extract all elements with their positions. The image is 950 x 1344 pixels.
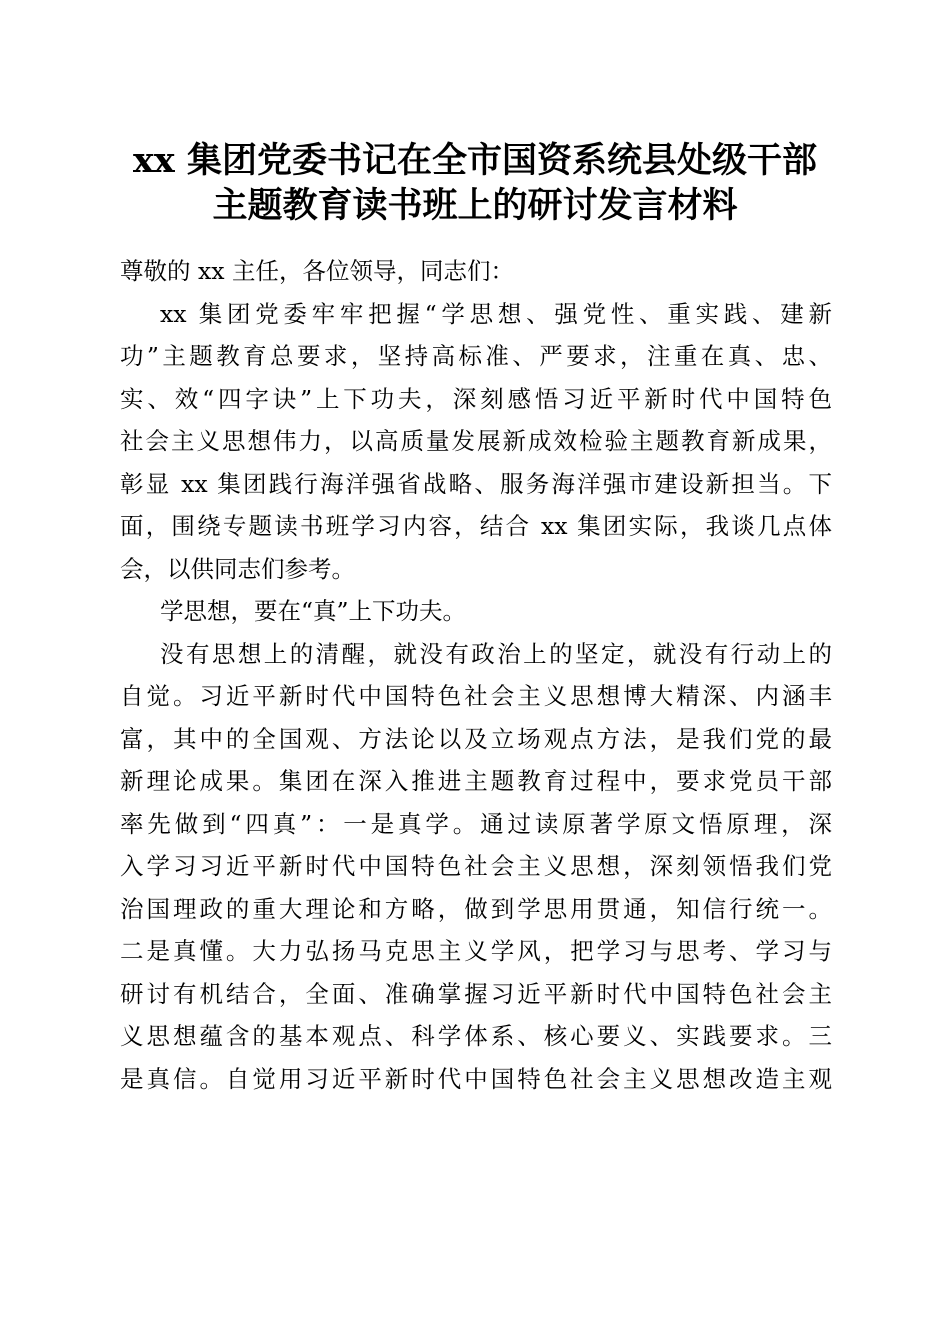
paragraph-line: 功”主题教育总要求，坚持高标准、严要求，注重在真、忠、	[120, 342, 832, 370]
title-line-1: xx 集团党委书记在全市国资系统县处级干部	[133, 140, 817, 181]
paragraph-line: 彰显 xx 集团践行海洋强省战略、服务海洋强市建设新担当。下	[120, 469, 832, 498]
paragraph-line: 社会主义思想伟力，以高质量发展新成效检验主题教育新成果，	[120, 427, 832, 455]
paragraph-line: 入学习习近平新时代中国特色社会主义思想，深刻领悟我们党	[120, 852, 832, 880]
paragraph-line: 新理论成果。集团在深入推进主题教育过程中，要求党员干部	[120, 767, 832, 795]
salutation: 尊敬的 xx 主任，各位领导，同志们：	[120, 257, 514, 285]
paragraph-line: 富，其中的全国观、方法论以及立场观点方法，是我们党的最	[120, 724, 832, 753]
paragraph-line: 会，以供同志们参考。	[120, 554, 355, 583]
paragraph-line: 实、效“四字诀”上下功夫，深刻感悟习近平新时代中国特色	[120, 384, 832, 413]
paragraph-line: xx 集团党委牢牢把握“学思想、强党性、重实践、建新	[160, 299, 832, 328]
paragraph-line: 率先做到“四真”：一是真学。通过读原著学原文悟原理，深	[120, 809, 832, 838]
document-title	[100, 138, 850, 228]
paragraph-line: 治国理政的重大理论和方略，做到学思用贯通，知信行统一。	[120, 894, 832, 923]
paragraph-line: 义思想蕴含的基本观点、科学体系、核心要义、实践要求。三	[120, 1022, 832, 1050]
paragraph-line: 研讨有机结合，全面、准确掌握习近平新时代中国特色社会主	[120, 979, 832, 1008]
title-line-2: 主题教育读书班上的研讨发言材料	[212, 185, 738, 226]
paragraph-line: 没有思想上的清醒，就没有政治上的坚定，就没有行动上的	[160, 639, 832, 668]
section-heading: 学思想，要在“真”上下功夫。	[160, 597, 467, 625]
paragraph-line: 二是真懂。大力弘扬马克思主义学风，把学习与思考、学习与	[120, 937, 832, 965]
document-body	[120, 250, 832, 1100]
paragraph-line: 自觉。习近平新时代中国特色社会主义思想博大精深、内涵丰	[120, 682, 832, 710]
paragraph-line: 面，围绕专题读书班学习内容，结合 xx 集团实际，我谈几点体	[120, 512, 832, 540]
paragraph-line: 是真信。自觉用习近平新时代中国特色社会主义思想改造主观	[120, 1064, 832, 1093]
